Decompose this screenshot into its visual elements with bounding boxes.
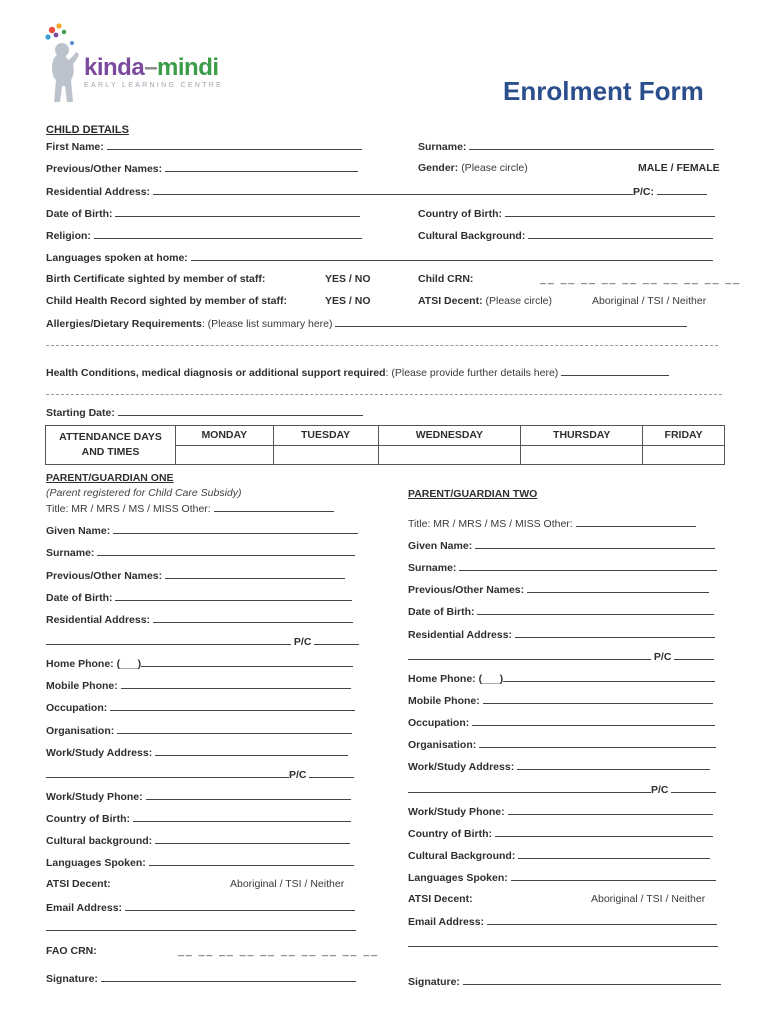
allergies-extra-line[interactable]	[46, 336, 718, 346]
p1-email-line2[interactable]	[46, 921, 356, 931]
p2-cultural-background-label: Cultural Background:	[408, 850, 516, 862]
p1-languages-field[interactable]	[149, 856, 354, 866]
parent-one-heading: PARENT/GUARDIAN ONE	[46, 472, 174, 484]
allergies-note: : (Please list summary here)	[201, 318, 333, 330]
p2-work-pc-label: P/C	[651, 784, 669, 796]
p1-signature-label: Signature:	[46, 973, 98, 985]
p1-email-label: Email Address:	[46, 902, 123, 914]
child-details-heading: CHILD DETAILS	[46, 124, 129, 136]
child-pc-label: P/C:	[632, 186, 654, 198]
logo-subtitle: EARLY LEARNING CENTRE	[84, 82, 224, 89]
attendance-label: ATTENDANCE DAYS AND TIMES	[46, 426, 176, 465]
p1-atsi-label: ATSI Decent:	[46, 878, 111, 890]
p2-work-address-line2[interactable]	[408, 783, 651, 793]
p2-mobile-phone-label: Mobile Phone:	[408, 695, 480, 707]
p1-work-phone-label: Work/Study Phone:	[46, 791, 143, 803]
p2-home-phone-field[interactable]	[503, 672, 715, 682]
health-record-label: Child Health Record sighted by member of staff:	[46, 295, 287, 307]
p1-work-address-field[interactable]	[155, 746, 348, 756]
tuesday-times[interactable]	[273, 445, 378, 465]
p1-country-of-birth-label: Country of Birth:	[46, 813, 130, 825]
p1-dob-field[interactable]	[115, 591, 352, 601]
p1-title-field[interactable]	[214, 502, 334, 512]
p1-work-phone-field[interactable]	[146, 790, 351, 800]
p1-organisation-field[interactable]	[117, 724, 352, 734]
p2-previous-names-label: Previous/Other Names:	[408, 584, 525, 596]
day-tuesday: TUESDAY	[273, 426, 378, 446]
p1-given-name-field[interactable]	[113, 524, 358, 534]
p2-organisation-field[interactable]	[479, 738, 716, 748]
p1-cultural-background-label: Cultural background:	[46, 835, 153, 847]
wednesday-times[interactable]	[378, 445, 521, 465]
p1-address-line2[interactable]	[46, 635, 291, 645]
p1-previous-names-field[interactable]	[165, 569, 345, 579]
p1-given-name-label: Given Name:	[46, 525, 111, 537]
child-crn-field[interactable]: __ __ __ __ __ __ __ __ __ __	[540, 273, 742, 285]
child-pc-field[interactable]	[657, 185, 707, 195]
atsi-options[interactable]: Aboriginal / TSI / Neither	[592, 295, 707, 307]
p1-organisation-label: Organisation:	[46, 725, 115, 737]
p2-signature-field[interactable]	[463, 975, 721, 985]
p1-occupation-field[interactable]	[110, 701, 355, 711]
first-name-field[interactable]	[107, 140, 362, 150]
p2-dob-label: Date of Birth:	[408, 606, 475, 618]
day-wednesday: WEDNESDAY	[378, 426, 521, 446]
p2-email-line2[interactable]	[408, 937, 718, 947]
p2-work-phone-label: Work/Study Phone:	[408, 806, 505, 818]
p2-work-phone-field[interactable]	[508, 805, 713, 815]
p1-email-field[interactable]	[125, 901, 355, 911]
page-title: Enrolment Form	[503, 76, 704, 106]
atsi-note: (Please circle)	[485, 295, 553, 307]
p2-pc-label: P/C	[653, 651, 672, 663]
p2-organisation-label: Organisation:	[408, 739, 477, 751]
previous-names-field[interactable]	[165, 162, 358, 172]
p1-dob-label: Date of Birth:	[46, 592, 113, 604]
health-label: Health Conditions, medical diagnosis or additional support required	[46, 367, 386, 379]
p2-given-name-label: Given Name:	[408, 540, 473, 552]
religion-label: Religion:	[46, 230, 91, 242]
birth-cert-yes-no[interactable]: YES / NO	[325, 273, 371, 285]
p1-work-address-label: Work/Study Address:	[46, 747, 153, 759]
p2-pc-field[interactable]	[674, 650, 714, 660]
p2-country-of-birth-field[interactable]	[495, 827, 713, 837]
brand-mindi: mindi	[157, 54, 219, 81]
p1-cultural-background-field[interactable]	[155, 834, 350, 844]
p2-email-field[interactable]	[487, 915, 717, 925]
p2-residential-address-field[interactable]	[515, 628, 715, 638]
p1-atsi-options[interactable]: Aboriginal / TSI / Neither	[230, 878, 345, 890]
gender-label: Gender:	[418, 162, 459, 174]
p1-work-pc-label: P/C	[289, 769, 307, 781]
p1-surname-label: Surname:	[46, 547, 95, 559]
p2-address-line2[interactable]	[408, 650, 651, 660]
p2-dob-field[interactable]	[477, 605, 714, 615]
p2-languages-field[interactable]	[511, 871, 716, 881]
dob-field[interactable]	[115, 207, 360, 217]
p2-work-address-label: Work/Study Address:	[408, 761, 515, 773]
parent-two-heading: PARENT/GUARDIAN TWO	[408, 488, 538, 500]
dob-label: Date of Birth:	[46, 208, 113, 220]
allergies-label: Allergies/Dietary Requirements	[46, 318, 202, 330]
p1-home-phone-label: Home Phone: (___)	[46, 658, 142, 670]
day-thursday: THURSDAY	[521, 426, 643, 446]
allergies-field[interactable]	[335, 317, 687, 327]
birth-cert-label: Birth Certificate sighted by member of staff:	[46, 273, 266, 285]
health-field[interactable]	[561, 366, 669, 376]
languages-label: Languages spoken at home:	[46, 252, 188, 264]
first-name-label: First Name:	[46, 141, 104, 153]
health-record-yes-no[interactable]: YES / NO	[325, 295, 371, 307]
p2-surname-field[interactable]	[459, 561, 717, 571]
p1-pc-field[interactable]	[314, 635, 359, 645]
p2-signature-label: Signature:	[408, 976, 460, 988]
p2-work-address-field[interactable]	[517, 760, 710, 770]
p1-residential-address-label: Residential Address:	[46, 614, 151, 626]
brand-kinda: kinda	[84, 54, 145, 81]
p2-given-name-field[interactable]	[475, 539, 715, 549]
p1-home-phone-field[interactable]	[141, 657, 353, 667]
day-friday: FRIDAY	[643, 426, 725, 446]
p1-title-label: Title: MR / MRS / MS / MISS Other:	[46, 503, 211, 515]
p1-mobile-phone-field[interactable]	[121, 679, 351, 689]
p1-languages-label: Languages Spoken:	[46, 857, 146, 869]
p2-title-label: Title: MR / MRS / MS / MISS Other:	[408, 518, 573, 530]
p2-country-of-birth-label: Country of Birth:	[408, 828, 492, 840]
p2-cultural-background-field[interactable]	[518, 849, 710, 859]
friday-times[interactable]	[643, 445, 725, 465]
p2-occupation-label: Occupation:	[408, 717, 470, 729]
p2-title-field[interactable]	[576, 517, 696, 527]
p1-mobile-phone-label: Mobile Phone:	[46, 680, 118, 692]
health-note: : (Please provide further details here)	[385, 367, 559, 379]
p1-residential-address-field[interactable]	[153, 613, 353, 623]
country-of-birth-field[interactable]	[505, 207, 715, 217]
p1-work-address-line2[interactable]	[46, 768, 289, 778]
p2-residential-address-label: Residential Address:	[408, 629, 513, 641]
monday-times[interactable]	[176, 445, 274, 465]
day-monday: MONDAY	[176, 426, 274, 446]
p2-email-label: Email Address:	[408, 916, 485, 928]
cultural-background-label: Cultural Background:	[418, 230, 526, 242]
p2-home-phone-label: Home Phone: (___)	[408, 673, 504, 685]
religion-field[interactable]	[94, 229, 362, 239]
p1-surname-field[interactable]	[97, 546, 355, 556]
p1-fao-crn-field[interactable]: __ __ __ __ __ __ __ __ __ __	[178, 945, 380, 957]
p2-languages-label: Languages Spoken:	[408, 872, 508, 884]
p2-surname-label: Surname:	[408, 562, 457, 574]
starting-date-label: Starting Date:	[46, 407, 115, 419]
p1-pc-label: P/C	[293, 636, 312, 648]
p1-country-of-birth-field[interactable]	[133, 812, 351, 822]
health-extra-line[interactable]	[46, 385, 722, 395]
p1-fao-crn-label: FAO CRN:	[46, 945, 97, 957]
child-crn-label: Child CRN:	[418, 273, 474, 285]
logo: kinda–mindi EARLY LEARNING CENTRE	[42, 22, 252, 112]
attendance-table	[45, 425, 725, 465]
p2-mobile-phone-field[interactable]	[483, 694, 713, 704]
p2-occupation-field[interactable]	[472, 716, 715, 726]
p1-signature-field[interactable]	[101, 972, 356, 982]
gender-note: (Please circle)	[461, 162, 528, 174]
surname-label: Surname:	[418, 141, 467, 153]
p2-previous-names-field[interactable]	[527, 583, 709, 593]
residential-address-field[interactable]	[153, 185, 633, 195]
p2-atsi-options[interactable]: Aboriginal / TSI / Neither	[591, 893, 706, 905]
previous-names-label: Previous/Other Names:	[46, 163, 163, 175]
surname-field[interactable]	[469, 140, 714, 150]
p1-occupation-label: Occupation:	[46, 702, 108, 714]
residential-address-label: Residential Address:	[46, 186, 151, 198]
p1-work-pc-field[interactable]	[309, 768, 354, 778]
p2-work-pc-field[interactable]	[671, 783, 716, 793]
parent-one-note: (Parent registered for Child Care Subsidy)	[46, 487, 242, 499]
thursday-times[interactable]	[521, 445, 643, 465]
p1-previous-names-label: Previous/Other Names:	[46, 570, 163, 582]
gender-options[interactable]: MALE / FEMALE	[638, 162, 720, 174]
starting-date-field[interactable]	[118, 406, 363, 416]
country-of-birth-label: Country of Birth:	[418, 208, 502, 220]
atsi-label: ATSI Decent:	[418, 295, 483, 307]
cultural-background-field[interactable]	[528, 229, 713, 239]
p2-atsi-label: ATSI Decent:	[408, 893, 473, 905]
languages-field[interactable]	[191, 251, 713, 261]
